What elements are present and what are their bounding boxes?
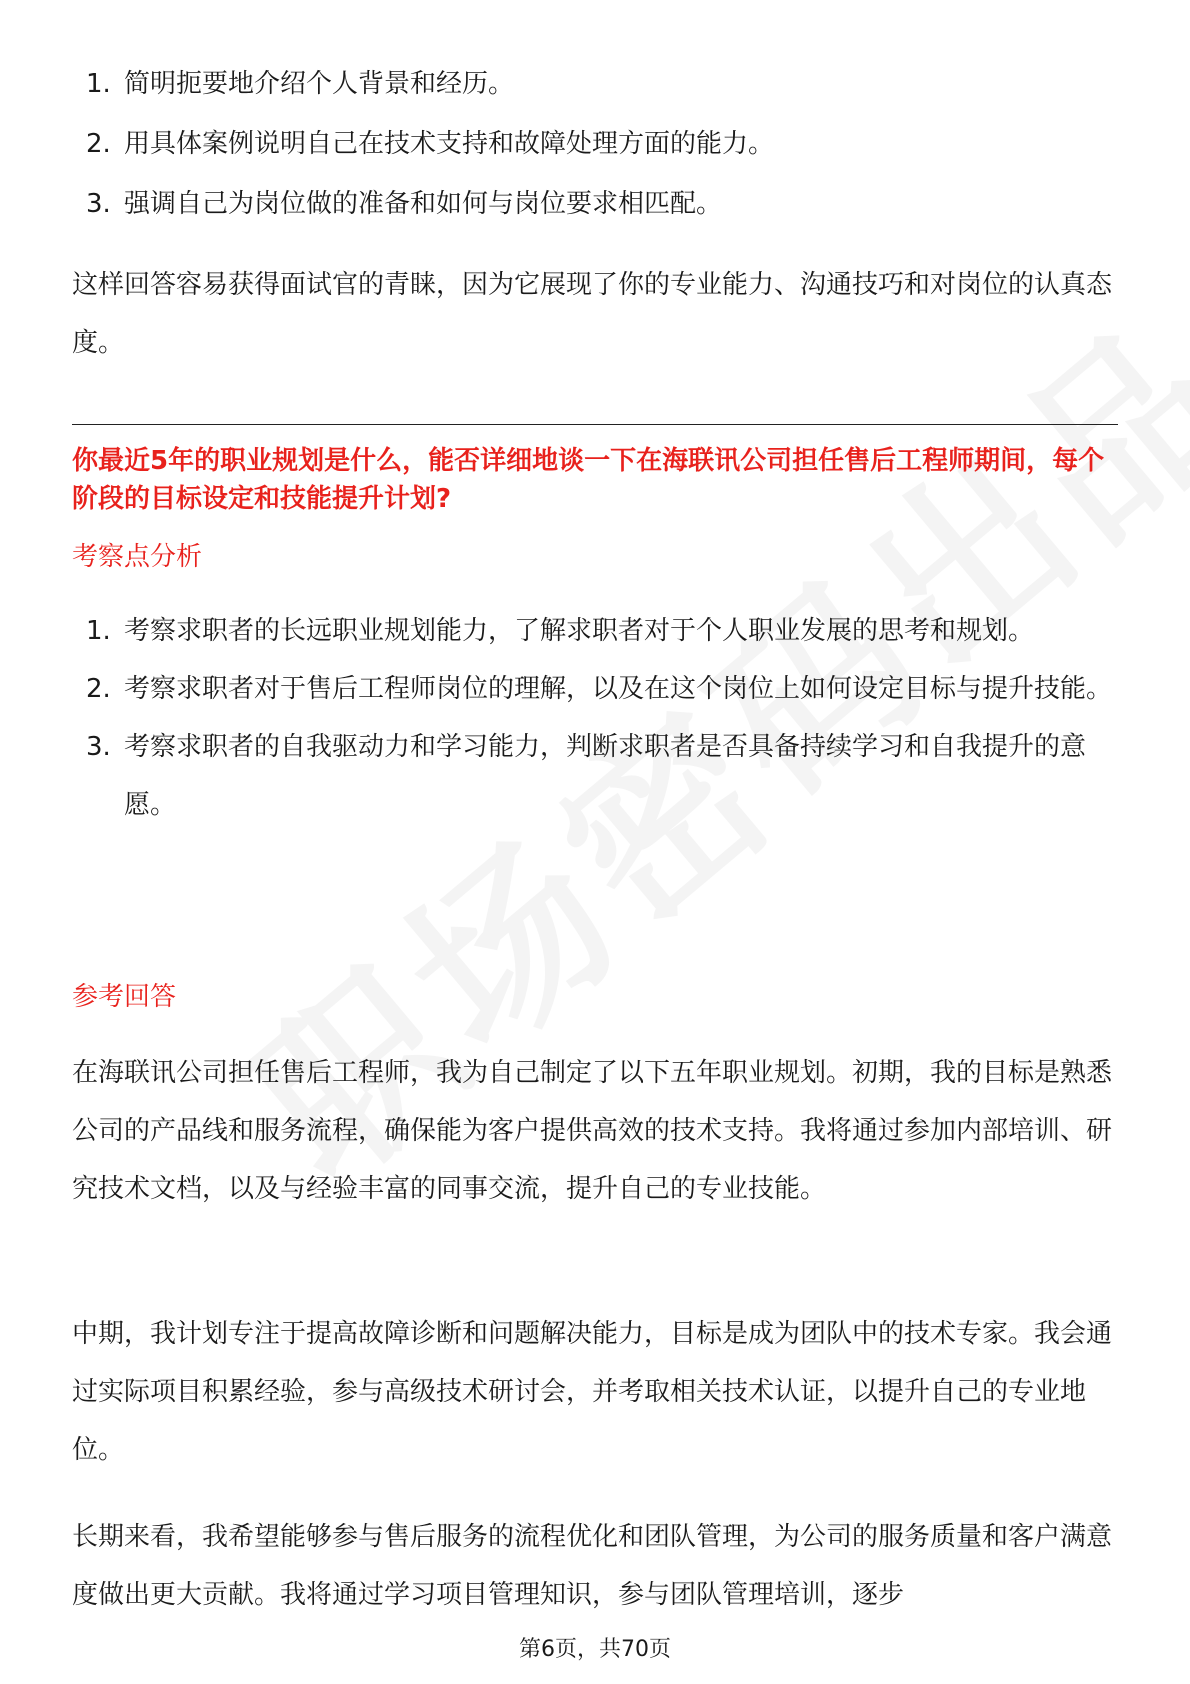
- list-item-text: 考察求职者的长远职业规划能力，了解求职者对于个人职业发展的思考和规划。: [124, 616, 1035, 646]
- list-item-text: 用具体案例说明自己在技术支持和故障处理方面的能力。: [124, 129, 775, 159]
- list-number: 2.: [86, 129, 111, 159]
- list-item: [72, 602, 1118, 660]
- list-item: [72, 54, 1118, 114]
- answer-heading: 参考回答: [72, 982, 177, 1012]
- list-number: 3.: [86, 189, 111, 219]
- page-footer: 第6页，共70页: [519, 1637, 671, 1662]
- list-item-text: 强调自己为岗位做的准备和如何与岗位要求相匹配。: [124, 189, 723, 219]
- list-item: [72, 718, 1118, 834]
- closing-paragraph: 这样回答容易获得面试官的青睐，因为它展现了你的专业能力、沟通技巧和对岗位的认真态度。: [72, 270, 1113, 358]
- answer-paragraph: 长期来看，我希望能够参与售后服务的流程优化和团队管理，为公司的服务质量和客户满意度做出更大贡献。我将通过学习项目管理知识，参与团队管理培训，逐步: [72, 1522, 1113, 1610]
- list-number: 1.: [86, 616, 111, 646]
- list-item: [72, 174, 1118, 234]
- list-number: 3.: [86, 732, 111, 762]
- list-item-text: 简明扼要地介绍个人背景和经历。: [124, 69, 515, 99]
- list-item-text: 考察求职者对于售后工程师岗位的理解，以及在这个岗位上如何设定目标与提升技能。: [124, 674, 1113, 704]
- analysis-list: [72, 602, 1118, 834]
- intro-list: [72, 54, 1118, 234]
- list-item: [72, 660, 1118, 718]
- section-divider: [72, 424, 1118, 425]
- list-item: [72, 114, 1118, 174]
- answer-paragraph: 中期，我计划专注于提高故障诊断和问题解决能力，目标是成为团队中的技术专家。我会通过实际项目积累经验，参与高级技术研讨会，并考取相关技术认证，以提升自己的专业地位。: [72, 1319, 1113, 1465]
- question-heading: 你最近5年的职业规划是什么，能否详细地谈一下在海联讯公司担任售后工程师期间，每个阶段的目标设定和技能提升计划?: [72, 446, 1105, 514]
- list-number: 1.: [86, 69, 111, 99]
- analysis-heading: 考察点分析: [72, 542, 203, 572]
- list-item-text: 考察求职者的自我驱动力和学习能力，判断求职者是否具备持续学习和自我提升的意愿。: [124, 732, 1087, 820]
- list-number: 2.: [86, 674, 111, 704]
- answer-paragraph: 在海联讯公司担任售后工程师，我为自己制定了以下五年职业规划。初期，我的目标是熟悉公司的产品线和服务流程，确保能为客户提供高效的技术支持。我将通过参加内部培训、研究技术文档，以及与经验丰富的同事交流，提升自己的专业技能。: [72, 1058, 1113, 1204]
